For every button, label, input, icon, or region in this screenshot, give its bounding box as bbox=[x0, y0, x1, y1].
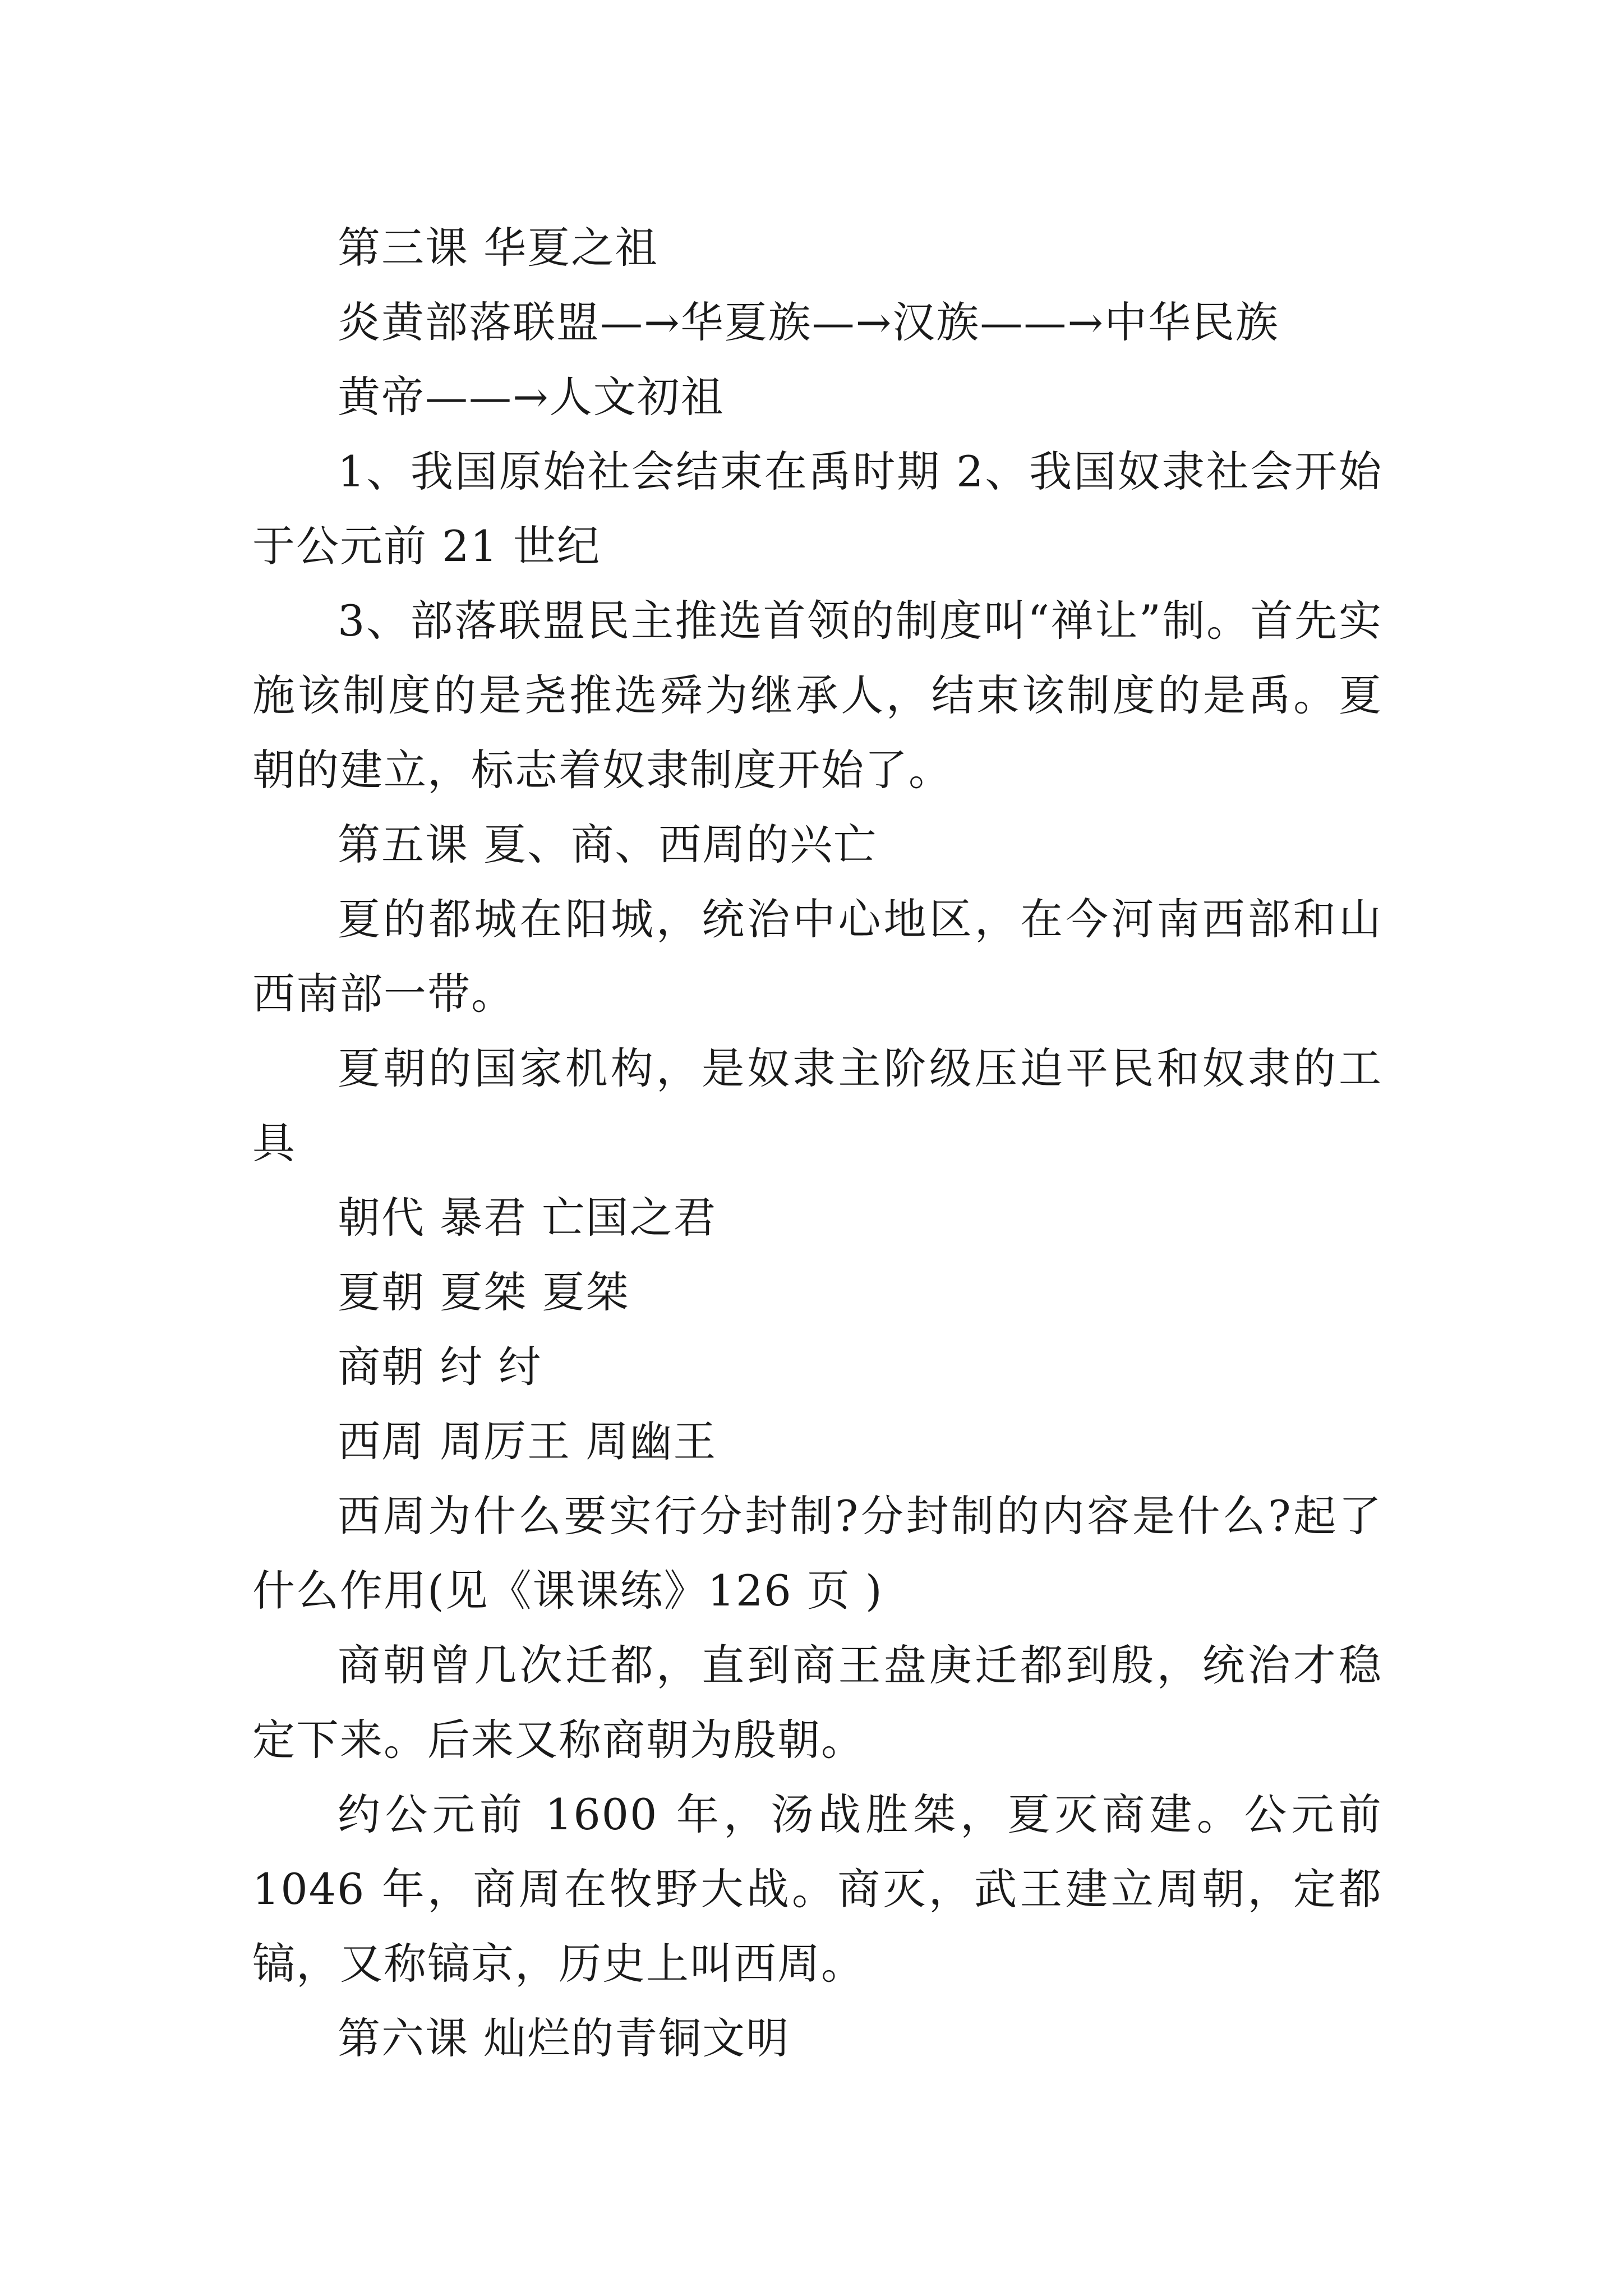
paragraph-fengjian-question: 西周为什么要实行分封制?分封制的内容是什么?起了什么作用(见《课课练》126 页 ) bbox=[252, 1491, 1382, 1616]
paragraph-shang-capital: 商朝曾几次迁都，直到商王盘庚迁都到殷，统治才稳定下来。后来又称商朝为殷朝。 bbox=[252, 1640, 1382, 1765]
huangdi-line: 黄帝——→人文初祖 bbox=[338, 372, 725, 422]
paragraph-xia-capital: 夏的都城在阳城，统治中心地区，在今河南西部和山西南部一带。 bbox=[252, 894, 1382, 1019]
tyrant-row-xia: 夏朝 夏桀 夏桀 bbox=[338, 1267, 630, 1317]
document-body bbox=[252, 210, 1382, 2076]
paragraph-dynasty-transitions: 约公元前 1600 年，汤战胜桀，夏灭商建。公元前 1046 年，商周在牧野大战。商灭，武王建立周朝，定都镐，又称镐京，历史上叫西周。 bbox=[252, 1789, 1382, 1989]
lesson-3-heading: 第三课 华夏之祖 bbox=[338, 223, 659, 273]
tyrant-row-western-zhou: 西周 周厉王 周幽王 bbox=[338, 1416, 717, 1466]
paragraph-primitive-society: 1、我国原始社会结束在禹时期 2、我国奴隶社会开始于公元前 21 世纪 bbox=[252, 447, 1382, 571]
paragraph-xia-state: 夏朝的国家机构，是奴隶主阶级压迫平民和奴隶的工具 bbox=[252, 1043, 1382, 1168]
ethnic-lineage-line: 炎黄部落联盟—→华夏族—→汉族——→中华民族 bbox=[338, 297, 1280, 347]
tyrant-table-header: 朝代 暴君 亡国之君 bbox=[338, 1193, 717, 1243]
lesson-5-heading: 第五课 夏、商、西周的兴亡 bbox=[338, 820, 878, 869]
paragraph-abdication-system: 3、部落联盟民主推选首领的制度叫“禅让”制。首先实施该制度的是尧推选舜为继承人，结束该制度的是禹。夏朝的建立，标志着奴隶制度开始了。 bbox=[252, 596, 1382, 795]
tyrant-row-shang: 商朝 纣 纣 bbox=[338, 1342, 542, 1392]
lesson-6-heading: 第六课 灿烂的青铜文明 bbox=[338, 2013, 790, 2063]
